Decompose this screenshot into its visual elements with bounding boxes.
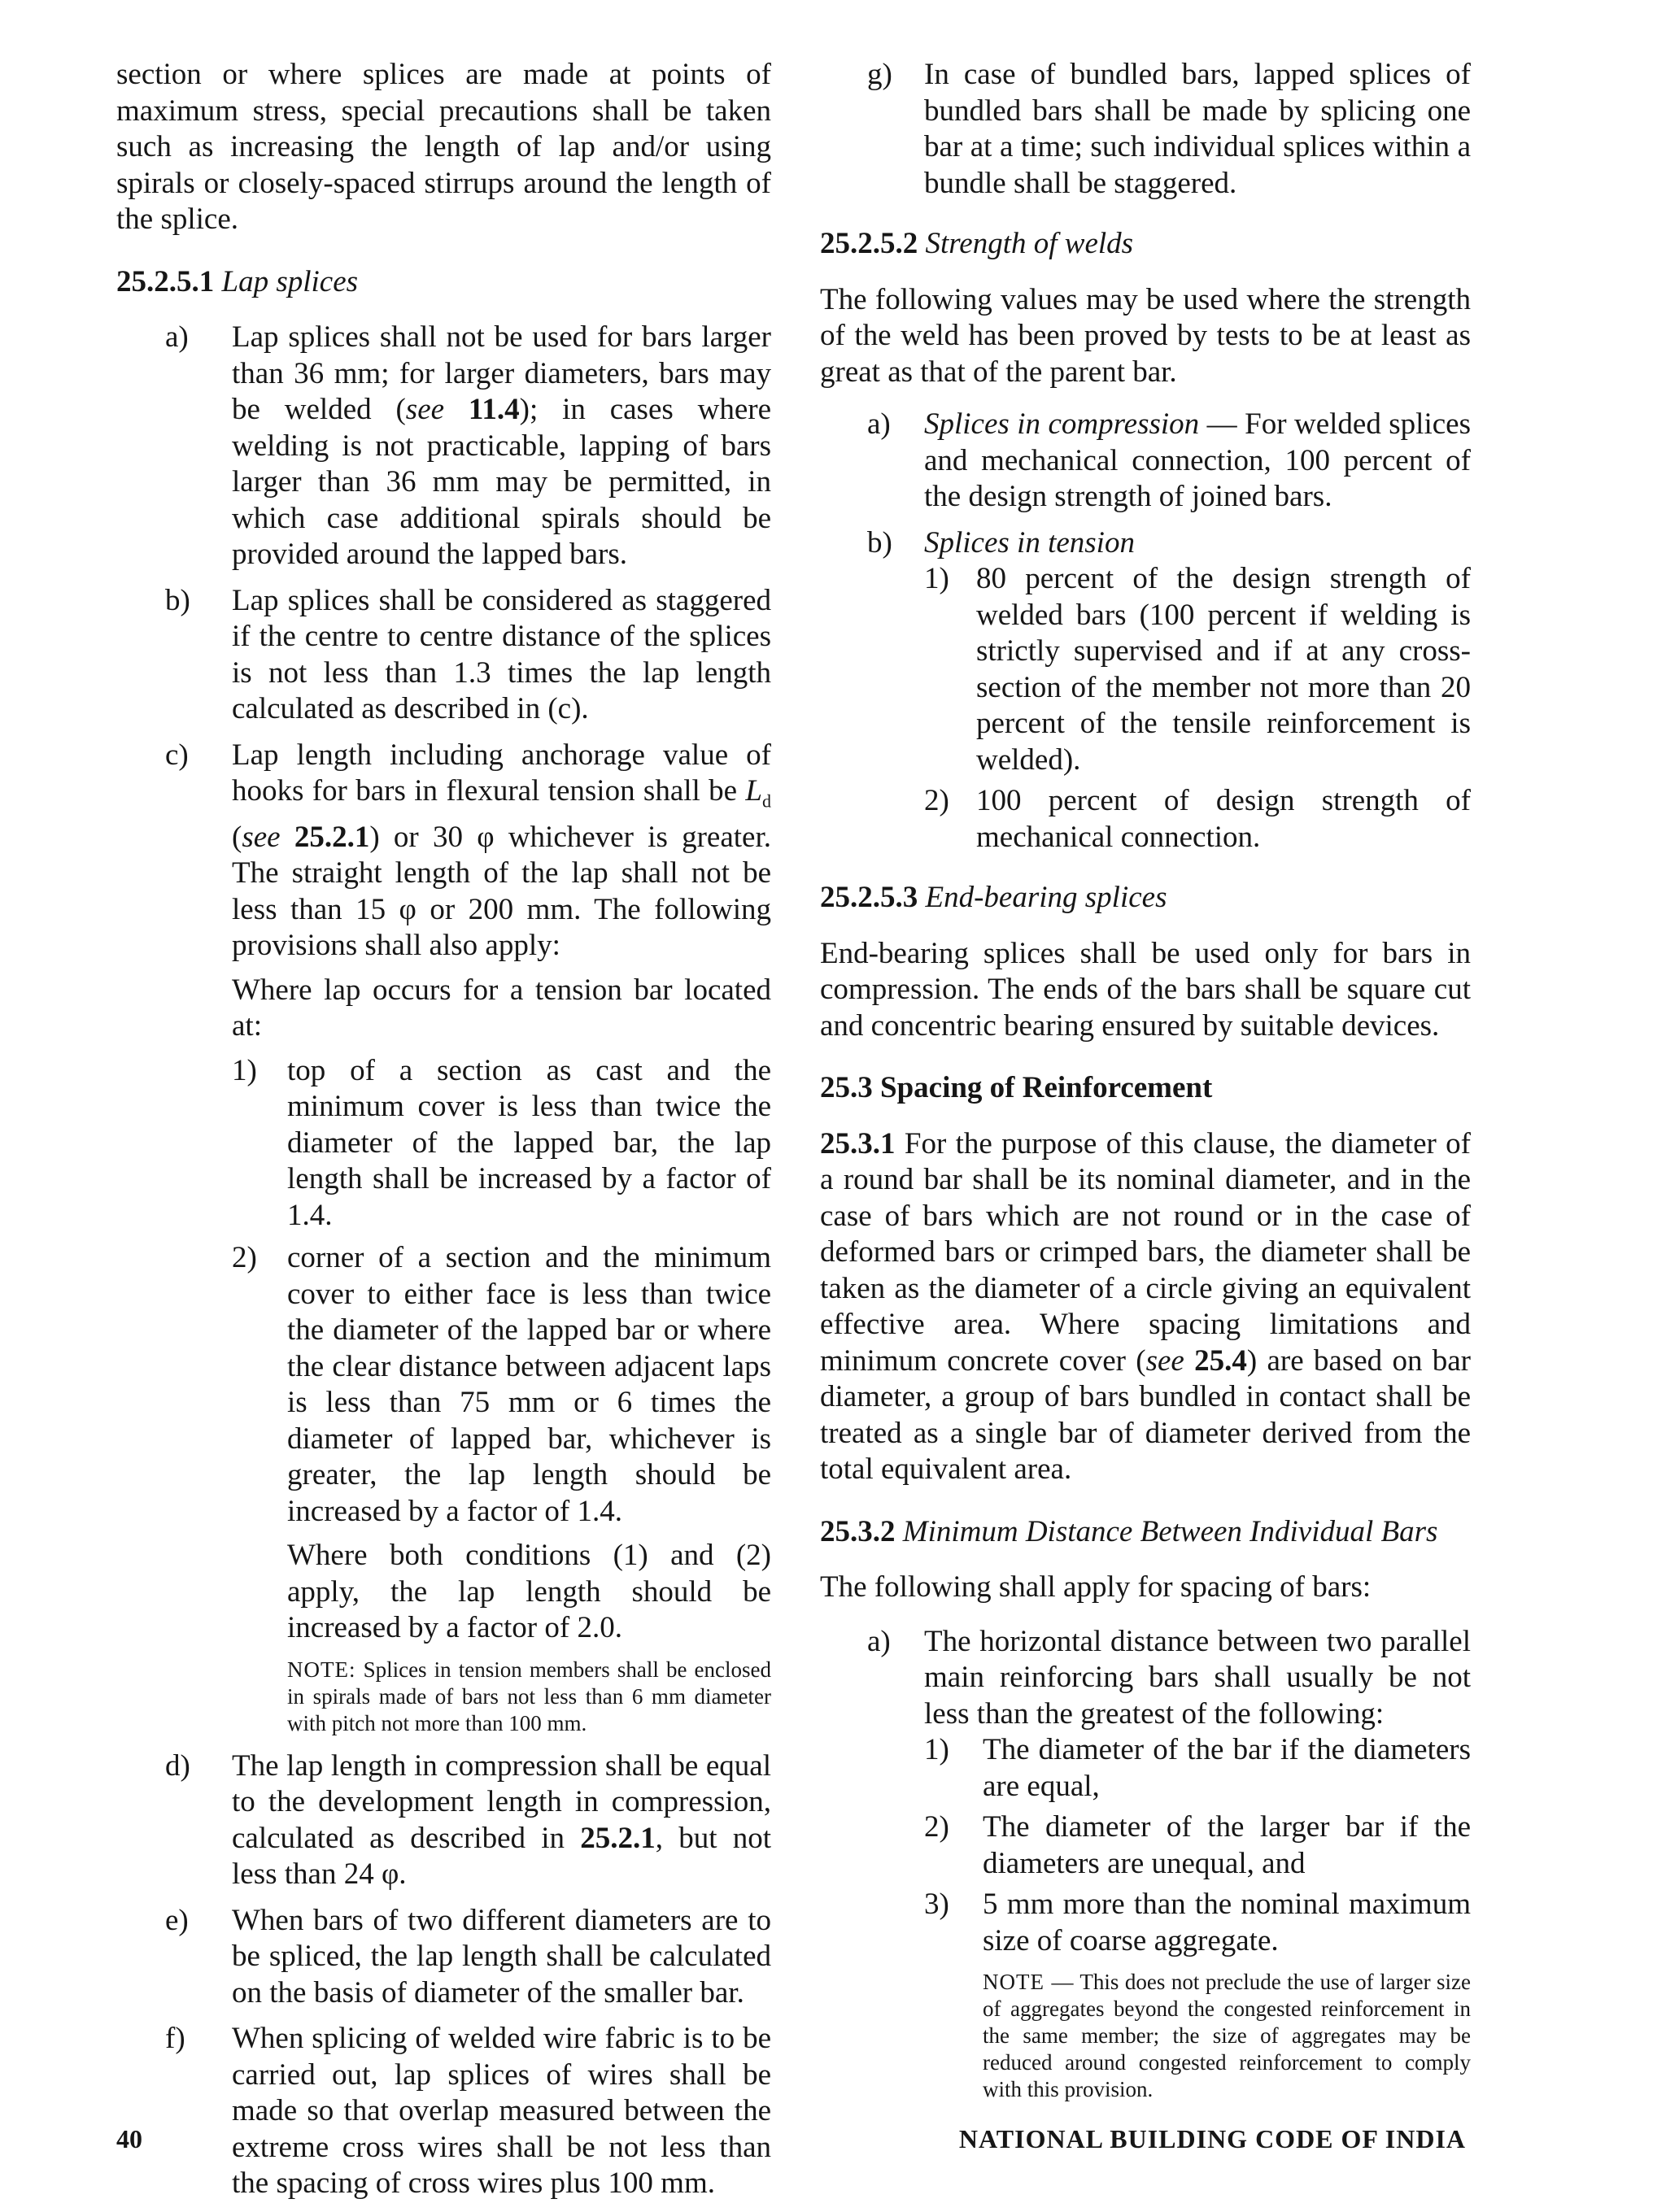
clause-title: Strength of welds <box>925 227 1134 260</box>
list-item-b <box>116 583 771 728</box>
clause-number: 25.2.5.2 <box>820 227 918 260</box>
list-item-text: 100 percent of design strength of mechanical connection. <box>976 784 1471 854</box>
right-column <box>820 57 1471 2114</box>
list-item-text: Lap splices shall not be used for bars larger than 36 mm; for larger diameters, bars may be welded (see 11.4); in cases where welding is not practicable, lapping of bars larger than 36 mm may be permitted, in which case additional spirals should be provided around the lapped bars. <box>232 320 772 571</box>
list-item-text: corner of a section and the minimum cover to either face is less than twice the diameter of the lapped bar or where the clear distance between adjacent laps is less than 75 mm or 6 times the diameter of lapped bar, whichever is greater, the lap length should be increased by a factor of 1.4. <box>287 1241 771 1528</box>
development-length-symbol: L <box>745 774 762 808</box>
heading-25-3 <box>820 1070 1471 1107</box>
list-marker: d) <box>165 1748 190 1783</box>
end-bearing-paragraph: End-bearing splices shall be used only for bars in compression. The ends of the bars shall be square cut and concentric bearing ensured by suitable devices. <box>820 936 1471 1043</box>
list-marker: 1) <box>232 1053 257 1087</box>
clause-number: 25.3 <box>820 1071 873 1104</box>
clause-number: 25.3.1 <box>820 1126 896 1160</box>
spacing-intro-paragraph: The following shall apply for spacing of bars: <box>820 1570 1372 1604</box>
publication-title: NATIONAL BUILDING CODE OF INDIA <box>958 2124 1466 2153</box>
list-item-c-2 <box>232 1240 771 1737</box>
note-text: Splices in tension members shall be enclosed in spirals made of bars not less than 6 mm diameter with pitch not more than 100 mm. <box>287 1657 771 1735</box>
clause-title: Lap splices <box>221 264 359 298</box>
list-item-d <box>116 1748 771 1893</box>
list-marker: f) <box>165 2022 185 2056</box>
list-item-text: Splices in compression — For welded splices and mechanical connection, 100 percent of the design strength of joined bars. <box>924 407 1471 513</box>
list-item-text: When splicing of welded wire fabric is to be carried out, lap splices of wires shall be made so that overlap measured between the extreme cross wires shall be not less than the spacing of cross wires plus 100 mm. <box>232 2022 771 2201</box>
heading-25-3-2 <box>820 1514 1471 1551</box>
list-item-c <box>116 738 771 1737</box>
list-item-f <box>116 2021 771 2202</box>
note-block <box>983 1969 1471 2103</box>
list-marker: a) <box>867 407 891 441</box>
list-item-c-1 <box>232 1053 771 1234</box>
list-item-text: 5 mm more than the nominal maximum size of coarse aggregate. <box>983 1888 1471 1957</box>
heading-25-2-5-3 <box>820 880 1471 917</box>
list-item-text: In case of bundled bars, lapped splices of bundled bars shall be made by splicing one bar at a time; such individual splices within a bundle shall be staggered. <box>924 58 1471 200</box>
list-marker: 3) <box>924 1888 949 1921</box>
note-block <box>287 1657 771 1737</box>
clause-title: End-bearing splices <box>925 881 1167 914</box>
welds-item-a <box>820 407 1471 516</box>
list-marker: b) <box>165 583 190 617</box>
spacing-item-a-2 <box>924 1809 1471 1882</box>
list-marker: 2) <box>924 784 949 817</box>
intro-paragraph: section or where splices are made at points of maximum stress, special precautions shall be taken such as increasing the length of lap and/or using spirals or closely-spaced stirrups around the length of the splice. <box>116 58 771 236</box>
welds-item-b-2 <box>924 783 1471 856</box>
clause-title: Minimum Distance Between Individual Bars <box>902 1514 1438 1548</box>
list-item-a <box>116 320 771 573</box>
list-marker: a) <box>165 320 189 354</box>
cross-reference: 25.2.1 <box>580 1821 656 1855</box>
list-item-text: When bars of two different diameters are to be spliced, the lap length shall be calculated on the basis of diameter of the smaller bar. <box>232 1903 771 2010</box>
list-item-subtext: Where both conditions (1) and (2) apply, the lap length should be increased by a factor of 2.0. <box>287 1539 771 1645</box>
heading-25-2-5-2 <box>820 226 1471 263</box>
list-marker: e) <box>165 1903 189 1937</box>
list-item-g <box>820 57 1471 202</box>
list-item-text: The diameter of the bar if the diameters are equal, <box>983 1733 1471 1803</box>
spacing-item-a-3 <box>924 1887 1471 2103</box>
list-item-text: Splices in tension <box>924 525 1135 560</box>
list-marker: g) <box>867 58 892 91</box>
clause-title: Spacing of Reinforcement <box>880 1071 1213 1104</box>
list-marker: b) <box>867 525 892 560</box>
clause-number: 25.2.5.1 <box>116 264 215 298</box>
list-item-text: 80 percent of the design strength of welded bars (100 percent if welding is strictly supervised and if at any cross-section of the member not more than 20 percent of the tensile reinforcement is welded). <box>976 562 1471 777</box>
note-label: NOTE — <box>983 1970 1075 1994</box>
clause-number: 25.3.2 <box>820 1514 896 1548</box>
list-item-subtext: Where lap occurs for a tension bar located at: <box>232 973 771 1043</box>
clause-number: 25.2.5.3 <box>820 881 918 914</box>
list-marker: c) <box>165 738 189 772</box>
list-item-text: Lap length including anchorage value of hooks for bars in flexural tension shall be $L_d$ (see 25.2.1) or 30 φ whichever is greater. The straight length of the lap shall not be less than 15 φ or 200 mm. The following provisions shall also apply: <box>232 738 771 963</box>
spacing-item-a-1 <box>924 1732 1471 1805</box>
clause-25-3-1-paragraph: 25.3.1 For the purpose of this clause, the diameter of a round bar shall be its nominal diameter, and in the case of bars which are not round or in the case of deformed bars or crimped bars, the diameter shall be taken as the diameter of a circle giving an equivalent effective area. Where spacing limitations and minimum concrete cover (see 25.4) are based on bar diameter, a group of bars bundled in contact shall be treated as a single bar of diameter derived from the total equivalent area. <box>820 1126 1471 1486</box>
welds-intro-paragraph: The following values may be used where the strength of the weld has been proved by tests to be at least as great as that of the parent bar. <box>820 282 1471 389</box>
left-column <box>116 57 771 2212</box>
list-item-text: Lap splices shall be considered as staggered if the centre to centre distance of the splices is not less than 1.3 times the lap length calculated as described in (c). <box>232 583 771 725</box>
list-item-text: top of a section as cast and the minimum cover is less than twice the diameter of the lapped bar, the lap length shall be increased by a factor of 1.4. <box>287 1053 771 1232</box>
list-marker: 1) <box>924 1733 949 1766</box>
list-marker: 2) <box>232 1241 257 1275</box>
list-marker: a) <box>867 1624 891 1658</box>
list-marker: 1) <box>924 562 949 595</box>
list-marker: 2) <box>924 1810 949 1844</box>
list-item-text: The lap length in compression shall be equal to the development length in compression, calculated as described in 25.2.1, but not less than 24 φ. <box>232 1748 771 1892</box>
list-item-e <box>116 1903 771 2012</box>
spacing-item-a <box>820 1624 1471 2104</box>
cross-reference: 25.4 <box>1194 1343 1247 1378</box>
note-text: This does not preclude the use of larger size of aggregates beyond the congested reinforcement in the same member; the size of aggregates may be reduced around congested reinforcement to comply with this provision. <box>983 1970 1472 2101</box>
list-item-text: The diameter of the larger bar if the diameters are unequal, and <box>983 1810 1471 1880</box>
list-item-text: The horizontal distance between two parallel main reinforcing bars shall usually be not less than the greatest of the following: <box>924 1624 1471 1731</box>
cross-reference: 25.2.1 <box>294 820 370 854</box>
note-label: NOTE: <box>287 1657 356 1682</box>
heading-25-2-5-1 <box>116 264 771 301</box>
welds-item-b <box>820 525 1471 856</box>
cross-reference: 11.4 <box>468 393 520 426</box>
page-number: 40 <box>116 2124 142 2153</box>
welds-item-b-1 <box>924 561 1471 778</box>
